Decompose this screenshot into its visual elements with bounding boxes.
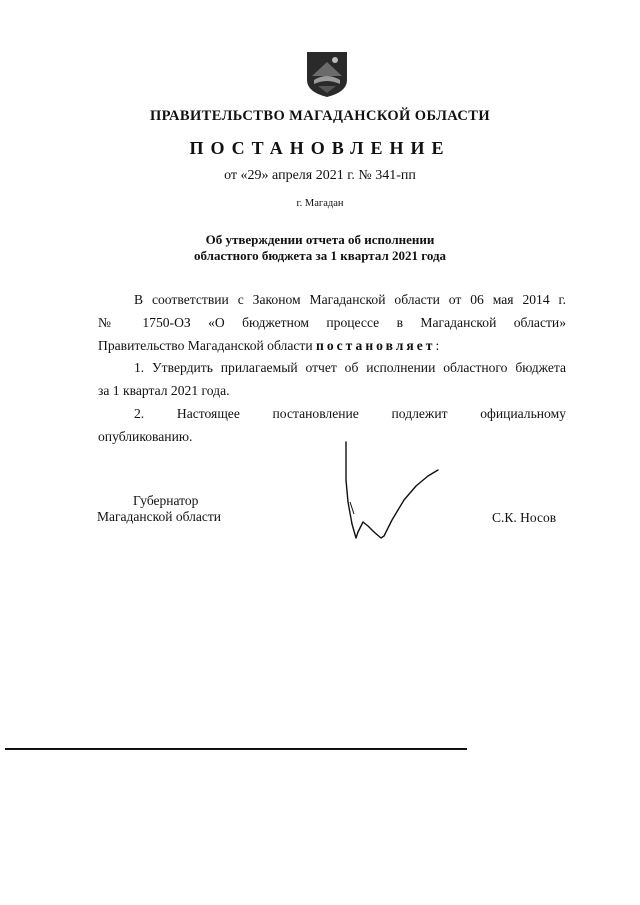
preamble-line-1: В соответствии с Законом Магаданской области от 06 мая 2014 г. xyxy=(134,292,566,307)
item-2-line-1: 2. Настоящее постановление подлежит официальному xyxy=(134,406,566,421)
footer-divider xyxy=(5,748,467,750)
preamble-colon: : xyxy=(435,338,440,353)
government-name: ПРАВИТЕЛЬСТВО МАГАДАНСКОЙ ОБЛАСТИ xyxy=(149,108,491,124)
handwritten-signature xyxy=(330,440,460,550)
resolves-keyword: постановляет xyxy=(316,338,436,353)
item-1-line-2: за 1 квартал 2021 года. xyxy=(98,383,230,398)
item-1-line-1: 1. Утвердить прилагаемый отчет об исполнении областного бюджета xyxy=(134,360,566,375)
coat-of-arms-icon xyxy=(304,50,350,98)
signatory-position xyxy=(97,493,221,525)
position-title: Губернатор xyxy=(133,493,199,508)
preamble-government: Правительство Магаданской области xyxy=(98,338,317,353)
subject-line-1: Об утверждении отчета об исполнении xyxy=(205,232,435,247)
preamble-line-3 xyxy=(98,334,566,357)
document-type: ПОСТАНОВЛЕНИЕ xyxy=(189,138,451,158)
document-subject xyxy=(0,232,640,264)
preamble-line-2: № 1750-ОЗ «О бюджетном процессе в Магаданской области» xyxy=(98,315,566,330)
position-region: Магаданской области xyxy=(97,509,221,524)
item-2-line-2: опубликованию. xyxy=(98,429,193,444)
document-date-number: от «29» апреля 2021 г. № 341-пп xyxy=(224,168,416,183)
subject-line-2: областного бюджета за 1 квартал 2021 года xyxy=(193,248,447,263)
signatory-name: С.К. Носов xyxy=(492,510,557,525)
document-city: г. Магадан xyxy=(296,198,344,209)
